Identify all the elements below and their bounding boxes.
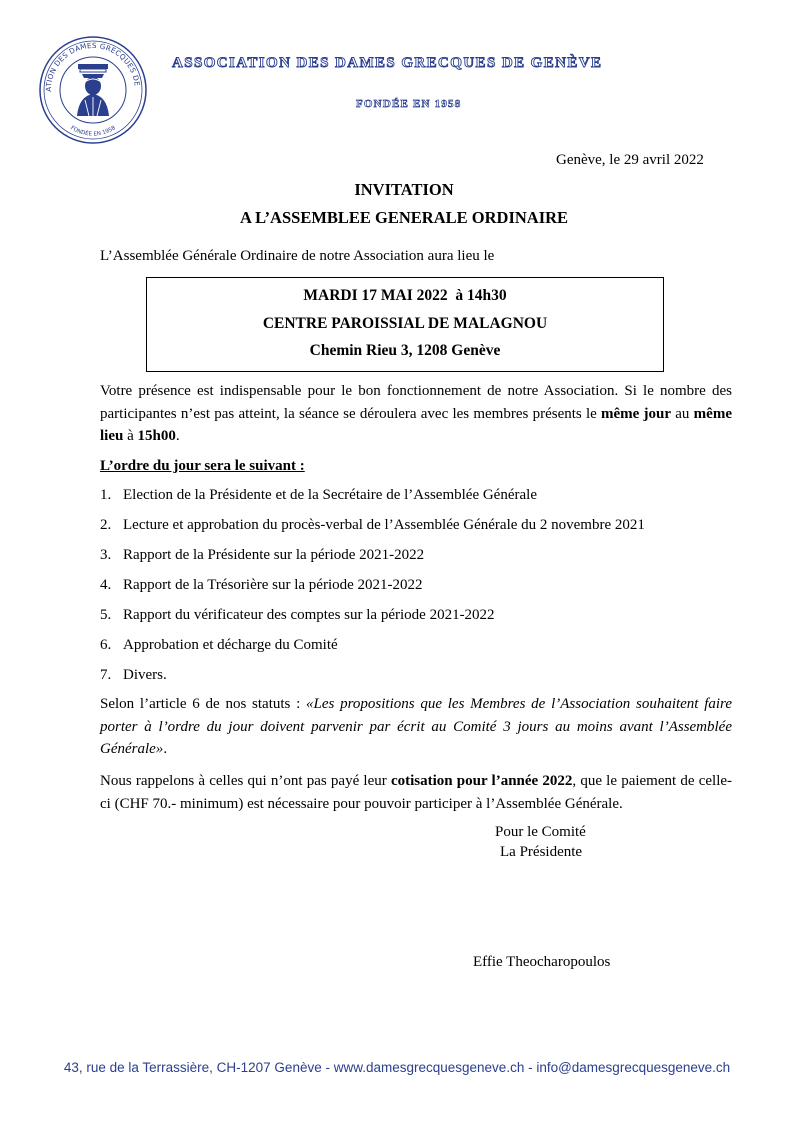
presence-bold-time: 15h00: [137, 428, 176, 444]
presence-bold-same-day: même jour: [601, 405, 672, 422]
agenda-item: [100, 487, 537, 504]
document-title: INVITATION: [354, 180, 454, 199]
presence-text: au: [671, 405, 694, 422]
agenda-item-number: 5.: [100, 607, 112, 623]
agenda-item-text: Rapport du vérificateur des comptes sur la période 2021-2022: [123, 607, 495, 623]
statutes-paragraph: [100, 693, 732, 761]
svg-text:ASSOCIATION DES DAMES GRECQUES: ATION DES DAMES GRECQUES DE: [43, 40, 142, 92]
statutes-lead: Selon l’article 6 de nos statuts :: [100, 696, 307, 712]
agenda-item: [100, 517, 645, 534]
agenda-item-text: Divers.: [123, 667, 167, 683]
agenda-item: [100, 667, 167, 684]
agenda-item: [100, 547, 424, 564]
statutes-end: .: [163, 741, 168, 757]
agenda-heading: L’ordre du jour sera le suivant :: [100, 458, 305, 474]
agenda-item: [100, 637, 338, 654]
reminder-text: , que le paiement de celle-ci (CHF 70.- minimum) est nécessaire pour pouvoir participer à l’Assemblée Générale.: [100, 773, 733, 812]
presence-paragraph: [100, 380, 732, 448]
letter-date: Genève, le 29 avril 2022: [556, 152, 704, 168]
agenda-item-number: 3.: [100, 547, 112, 563]
agenda-item-number: 4.: [100, 577, 112, 593]
footer-contact: 43, rue de la Terrassière, CH-1207 Genève - www.damesgrecquesgeneve.ch - info@damesgrecquesgeneve.ch: [63, 1060, 731, 1075]
statutes-quote: «Les propositions que les Membres de l’Association souhaitent faire porter à l’ordre du jour doivent parvenir par écrit au Comité 3 jours au moins avant l’Assemblée Générale»: [100, 696, 732, 757]
event-place: CENTRE PAROISSIAL DE MALAGNOU: [262, 315, 548, 332]
association-seal-icon: [33, 34, 153, 146]
agenda-item-number: 1.: [100, 487, 112, 503]
agenda-item-text: Election de la Présidente et de la Secrétaire de l’Assemblée Générale: [123, 487, 537, 503]
signature-role: La Présidente: [500, 844, 583, 860]
agenda-item: [100, 577, 423, 594]
signer-name: Effie Theocharopoulos: [473, 954, 611, 970]
event-date-time: MARDI 17 MAI 2022 à 14h30: [303, 287, 507, 304]
agenda-item-text: Rapport de la Présidente sur la période 2021-2022: [123, 547, 425, 563]
organization-founded: FONDÉE EN 1958: [356, 98, 462, 110]
agenda-item-text: Approbation et décharge du Comité: [123, 637, 338, 653]
agenda-item-number: 7.: [100, 667, 112, 683]
agenda-item-text: Rapport de la Trésorière sur la période 2021-2022: [123, 577, 423, 593]
presence-text: .: [175, 428, 180, 444]
intro-paragraph: L’Assemblée Générale Ordinaire de notre Association aura lieu le: [100, 248, 495, 264]
presence-text: Votre présence est indispensable pour le bon fonctionnement de notre Association. Si le nombre des participantes n’est pas atteint, la séance se déroulera avec les membres présents le: [100, 383, 732, 422]
presence-text: à: [123, 428, 138, 444]
association-seal-logo: [33, 34, 153, 146]
organization-name: ASSOCIATION DES DAMES GRECQUES DE GENÈVE: [172, 55, 603, 71]
agenda-item: [100, 607, 495, 624]
document-subtitle: A L’ASSEMBLEE GENERALE ORDINAIRE: [239, 208, 569, 227]
agenda-item-number: 6.: [100, 637, 112, 653]
reminder-text: Nous rappelons à celles qui n’ont pas payé leur: [100, 773, 391, 789]
agenda-item-text: Lecture et approbation du procès-verbal de l’Assemblée Générale du 2 novembre 2021: [123, 517, 645, 533]
agenda-item-number: 2.: [100, 517, 112, 533]
presence-bold-same-place: même lieu: [100, 405, 732, 444]
reminder-bold-contribution: cotisation pour l’année 2022: [390, 773, 573, 789]
event-address: Chemin Rieu 3, 1208 Genève: [309, 342, 501, 359]
svg-text:FONDÉE EN 1958: FONDÉE EN 1958: [69, 125, 117, 138]
payment-reminder-paragraph: [100, 770, 732, 815]
event-details-box: [146, 277, 664, 372]
signature-committee: Pour le Comité: [495, 824, 586, 840]
